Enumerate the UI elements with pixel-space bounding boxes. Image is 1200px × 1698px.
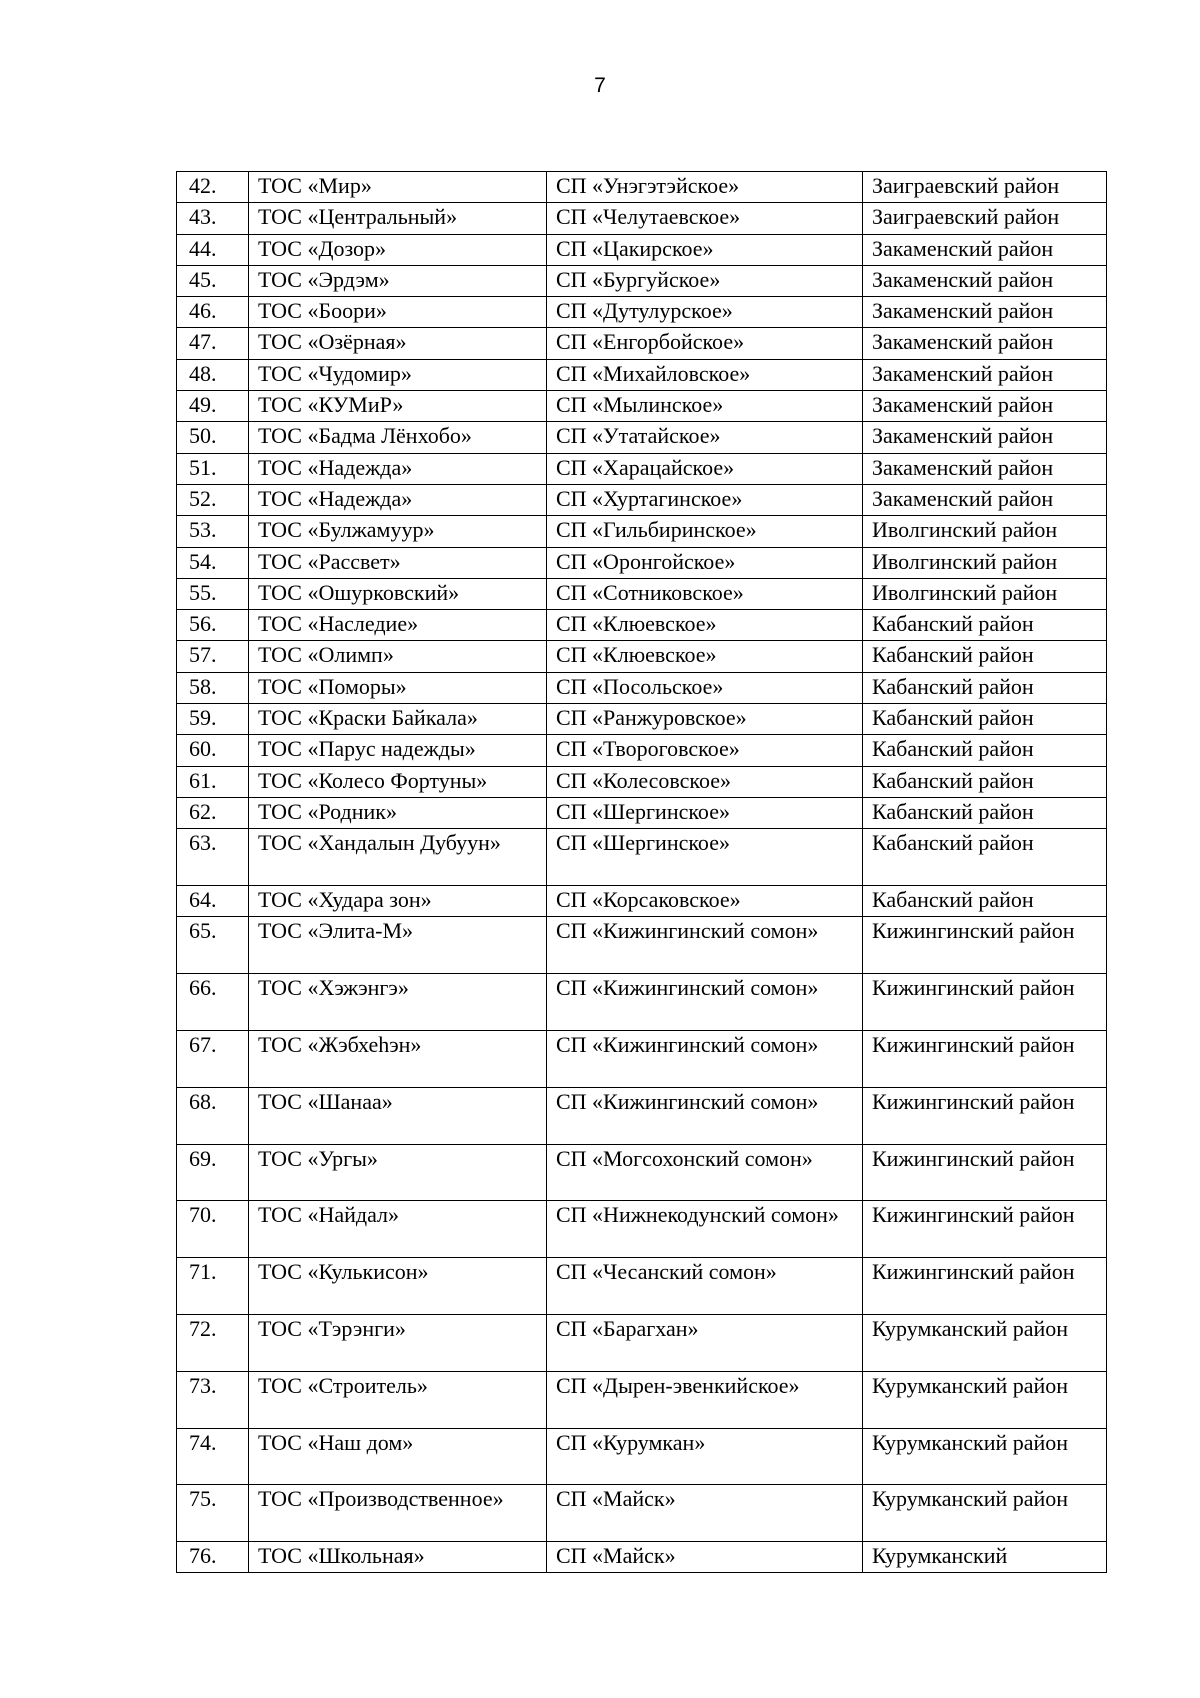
row-number-cell: 65.	[177, 917, 249, 974]
table-row	[177, 766, 1107, 797]
row-number-cell: 55.	[177, 578, 249, 609]
district-cell: Кабанский район	[863, 797, 1107, 828]
settlement-cell: СП «Кижингинский сомон»	[547, 1030, 863, 1087]
tos-name-cell: ТОС «Колесо Фортуны»	[249, 766, 547, 797]
row-number-cell: 72.	[177, 1314, 249, 1371]
table-row	[177, 391, 1107, 422]
table-row	[177, 1201, 1107, 1258]
tos-name-cell: ТОС «Центральный»	[249, 203, 547, 234]
row-number-cell: 75.	[177, 1485, 249, 1542]
row-number-cell: 67.	[177, 1030, 249, 1087]
settlement-cell: СП «Чесанский сомон»	[547, 1258, 863, 1315]
district-cell: Кабанский район	[863, 641, 1107, 672]
tos-name-cell: ТОС «Наследие»	[249, 610, 547, 641]
district-cell: Курумканский район	[863, 1371, 1107, 1428]
table-row	[177, 234, 1107, 265]
district-cell: Закаменский район	[863, 422, 1107, 453]
tos-name-cell: ТОС «Шанаа»	[249, 1087, 547, 1144]
table-row	[177, 886, 1107, 917]
tos-name-cell: ТОС «Хэжэнгэ»	[249, 974, 547, 1031]
settlement-cell: СП «Посольское»	[547, 672, 863, 703]
table-row	[177, 672, 1107, 703]
table-row	[177, 704, 1107, 735]
district-cell: Курумканский	[863, 1542, 1107, 1573]
table-row	[177, 974, 1107, 1031]
district-cell: Иволгинский район	[863, 547, 1107, 578]
tos-name-cell: ТОС «Наш дом»	[249, 1428, 547, 1485]
settlement-cell: СП «Утатайское»	[547, 422, 863, 453]
tos-name-cell: ТОС «Ошурковский»	[249, 578, 547, 609]
settlement-cell: СП «Колесовское»	[547, 766, 863, 797]
row-number-cell: 53.	[177, 516, 249, 547]
district-cell: Кижингинский район	[863, 1087, 1107, 1144]
tos-name-cell: ТОС «КУМиР»	[249, 391, 547, 422]
row-number-cell: 74.	[177, 1428, 249, 1485]
tos-name-cell: ТОС «Родник»	[249, 797, 547, 828]
row-number-cell: 58.	[177, 672, 249, 703]
table-row	[177, 1030, 1107, 1087]
table-row	[177, 547, 1107, 578]
district-cell: Заиграевский район	[863, 172, 1107, 203]
table-row	[177, 1371, 1107, 1428]
district-cell: Закаменский район	[863, 359, 1107, 390]
settlement-cell: СП «Дутулурское»	[547, 297, 863, 328]
tos-name-cell: ТОС «Школьная»	[249, 1542, 547, 1573]
settlement-cell: СП «Нижнекодунский сомон»	[547, 1201, 863, 1258]
table-row	[177, 917, 1107, 974]
table-row	[177, 1428, 1107, 1485]
row-number-cell: 47.	[177, 328, 249, 359]
row-number-cell: 50.	[177, 422, 249, 453]
district-cell: Курумканский район	[863, 1428, 1107, 1485]
row-number-cell: 51.	[177, 453, 249, 484]
table-row	[177, 453, 1107, 484]
settlement-cell: СП «Шергинское»	[547, 829, 863, 886]
table-row	[177, 328, 1107, 359]
settlement-cell: СП «Кижингинский сомон»	[547, 917, 863, 974]
table-row	[177, 1258, 1107, 1315]
settlement-cell: СП «Енгорбойское»	[547, 328, 863, 359]
settlement-cell: СП «Шергинское»	[547, 797, 863, 828]
table-row	[177, 422, 1107, 453]
tos-name-cell: ТОС «Краски Байкала»	[249, 704, 547, 735]
district-cell: Курумканский район	[863, 1314, 1107, 1371]
tos-name-cell: ТОС «Найдал»	[249, 1201, 547, 1258]
row-number-cell: 69.	[177, 1144, 249, 1201]
tos-table-body	[177, 172, 1107, 1573]
tos-name-cell: ТОС «Производственное»	[249, 1485, 547, 1542]
settlement-cell: СП «Клюевское»	[547, 641, 863, 672]
table-row	[177, 484, 1107, 515]
tos-name-cell: ТОС «Эрдэм»	[249, 265, 547, 296]
table-row	[177, 1314, 1107, 1371]
settlement-cell: СП «Корсаковское»	[547, 886, 863, 917]
tos-name-cell: ТОС «Элита-М»	[249, 917, 547, 974]
table-row	[177, 735, 1107, 766]
settlement-cell: СП «Майск»	[547, 1542, 863, 1573]
district-cell: Кижингинский район	[863, 974, 1107, 1031]
tos-name-cell: ТОС «Надежда»	[249, 484, 547, 515]
tos-name-cell: ТОС «Бадма Лёнхобо»	[249, 422, 547, 453]
tos-name-cell: ТОС «Кулькисон»	[249, 1258, 547, 1315]
row-number-cell: 68.	[177, 1087, 249, 1144]
table-row	[177, 1087, 1107, 1144]
row-number-cell: 43.	[177, 203, 249, 234]
settlement-cell: СП «Кижингинский сомон»	[547, 1087, 863, 1144]
row-number-cell: 61.	[177, 766, 249, 797]
district-cell: Закаменский район	[863, 297, 1107, 328]
tos-name-cell: ТОС «Чудомир»	[249, 359, 547, 390]
district-cell: Закаменский район	[863, 453, 1107, 484]
settlement-cell: СП «Бургуйское»	[547, 265, 863, 296]
settlement-cell: СП «Харацайское»	[547, 453, 863, 484]
district-cell: Закаменский район	[863, 328, 1107, 359]
row-number-cell: 57.	[177, 641, 249, 672]
settlement-cell: СП «Гильбиринское»	[547, 516, 863, 547]
row-number-cell: 44.	[177, 234, 249, 265]
settlement-cell: СП «Унэгэтэйское»	[547, 172, 863, 203]
district-cell: Закаменский район	[863, 265, 1107, 296]
row-number-cell: 73.	[177, 1371, 249, 1428]
district-cell: Кижингинский район	[863, 917, 1107, 974]
row-number-cell: 60.	[177, 735, 249, 766]
table-row	[177, 610, 1107, 641]
row-number-cell: 45.	[177, 265, 249, 296]
settlement-cell: СП «Кижингинский сомон»	[547, 974, 863, 1031]
district-cell: Кабанский район	[863, 610, 1107, 641]
district-cell: Кабанский район	[863, 735, 1107, 766]
district-cell: Кижингинский район	[863, 1144, 1107, 1201]
district-cell: Закаменский район	[863, 391, 1107, 422]
settlement-cell: СП «Хуртагинское»	[547, 484, 863, 515]
district-cell: Кижингинский район	[863, 1030, 1107, 1087]
district-cell: Кабанский район	[863, 672, 1107, 703]
district-cell: Кабанский район	[863, 704, 1107, 735]
settlement-cell: СП «Сотниковское»	[547, 578, 863, 609]
row-number-cell: 76.	[177, 1542, 249, 1573]
settlement-cell: СП «Ранжуровское»	[547, 704, 863, 735]
tos-name-cell: ТОС «Олимп»	[249, 641, 547, 672]
settlement-cell: СП «Могсохонский сомон»	[547, 1144, 863, 1201]
tos-name-cell: ТОС «Боори»	[249, 297, 547, 328]
table-row	[177, 203, 1107, 234]
row-number-cell: 62.	[177, 797, 249, 828]
row-number-cell: 42.	[177, 172, 249, 203]
tos-name-cell: ТОС «Строитель»	[249, 1371, 547, 1428]
table-row	[177, 265, 1107, 296]
row-number-cell: 46.	[177, 297, 249, 328]
settlement-cell: СП «Майск»	[547, 1485, 863, 1542]
tos-table	[176, 171, 1107, 1573]
settlement-cell: СП «Михайловское»	[547, 359, 863, 390]
district-cell: Кижингинский район	[863, 1201, 1107, 1258]
tos-name-cell: ТОС «Дозор»	[249, 234, 547, 265]
table-row	[177, 359, 1107, 390]
settlement-cell: СП «Мылинское»	[547, 391, 863, 422]
district-cell: Кабанский район	[863, 886, 1107, 917]
district-cell: Закаменский район	[863, 484, 1107, 515]
tos-name-cell: ТОС «Жэбхеhэн»	[249, 1030, 547, 1087]
district-cell: Кабанский район	[863, 829, 1107, 886]
tos-name-cell: ТОС «Надежда»	[249, 453, 547, 484]
table-row	[177, 297, 1107, 328]
row-number-cell: 64.	[177, 886, 249, 917]
settlement-cell: СП «Оронгойское»	[547, 547, 863, 578]
table-row	[177, 578, 1107, 609]
tos-name-cell: ТОС «Поморы»	[249, 672, 547, 703]
tos-name-cell: ТОС «Хандалын Дубуун»	[249, 829, 547, 886]
settlement-cell: СП «Твороговское»	[547, 735, 863, 766]
district-cell: Иволгинский район	[863, 516, 1107, 547]
settlement-cell: СП «Челутаевское»	[547, 203, 863, 234]
row-number-cell: 59.	[177, 704, 249, 735]
tos-name-cell: ТОС «Булжамуур»	[249, 516, 547, 547]
district-cell: Закаменский район	[863, 234, 1107, 265]
row-number-cell: 70.	[177, 1201, 249, 1258]
table-row	[177, 172, 1107, 203]
row-number-cell: 52.	[177, 484, 249, 515]
tos-name-cell: ТОС «Тэрэнги»	[249, 1314, 547, 1371]
row-number-cell: 54.	[177, 547, 249, 578]
tos-name-cell: ТОС «Рассвет»	[249, 547, 547, 578]
settlement-cell: СП «Клюевское»	[547, 610, 863, 641]
table-row	[177, 516, 1107, 547]
district-cell: Кижингинский район	[863, 1258, 1107, 1315]
row-number-cell: 48.	[177, 359, 249, 390]
tos-name-cell: ТОС «Озёрная»	[249, 328, 547, 359]
table-row	[177, 1485, 1107, 1542]
tos-name-cell: ТОС «Мир»	[249, 172, 547, 203]
tos-name-cell: ТОС «Худара зон»	[249, 886, 547, 917]
table-row	[177, 1144, 1107, 1201]
settlement-cell: СП «Цакирское»	[547, 234, 863, 265]
district-cell: Иволгинский район	[863, 578, 1107, 609]
page-number: 7	[594, 74, 606, 97]
row-number-cell: 66.	[177, 974, 249, 1031]
tos-name-cell: ТОС «Ургы»	[249, 1144, 547, 1201]
row-number-cell: 71.	[177, 1258, 249, 1315]
district-cell: Кабанский район	[863, 766, 1107, 797]
table-row	[177, 1542, 1107, 1573]
settlement-cell: СП «Барагхан»	[547, 1314, 863, 1371]
settlement-cell: СП «Курумкан»	[547, 1428, 863, 1485]
row-number-cell: 63.	[177, 829, 249, 886]
table-row	[177, 641, 1107, 672]
district-cell: Курумканский район	[863, 1485, 1107, 1542]
tos-name-cell: ТОС «Парус надежды»	[249, 735, 547, 766]
district-cell: Заиграевский район	[863, 203, 1107, 234]
row-number-cell: 56.	[177, 610, 249, 641]
table-row	[177, 829, 1107, 886]
settlement-cell: СП «Дырен-эвенкийское»	[547, 1371, 863, 1428]
row-number-cell: 49.	[177, 391, 249, 422]
table-row	[177, 797, 1107, 828]
